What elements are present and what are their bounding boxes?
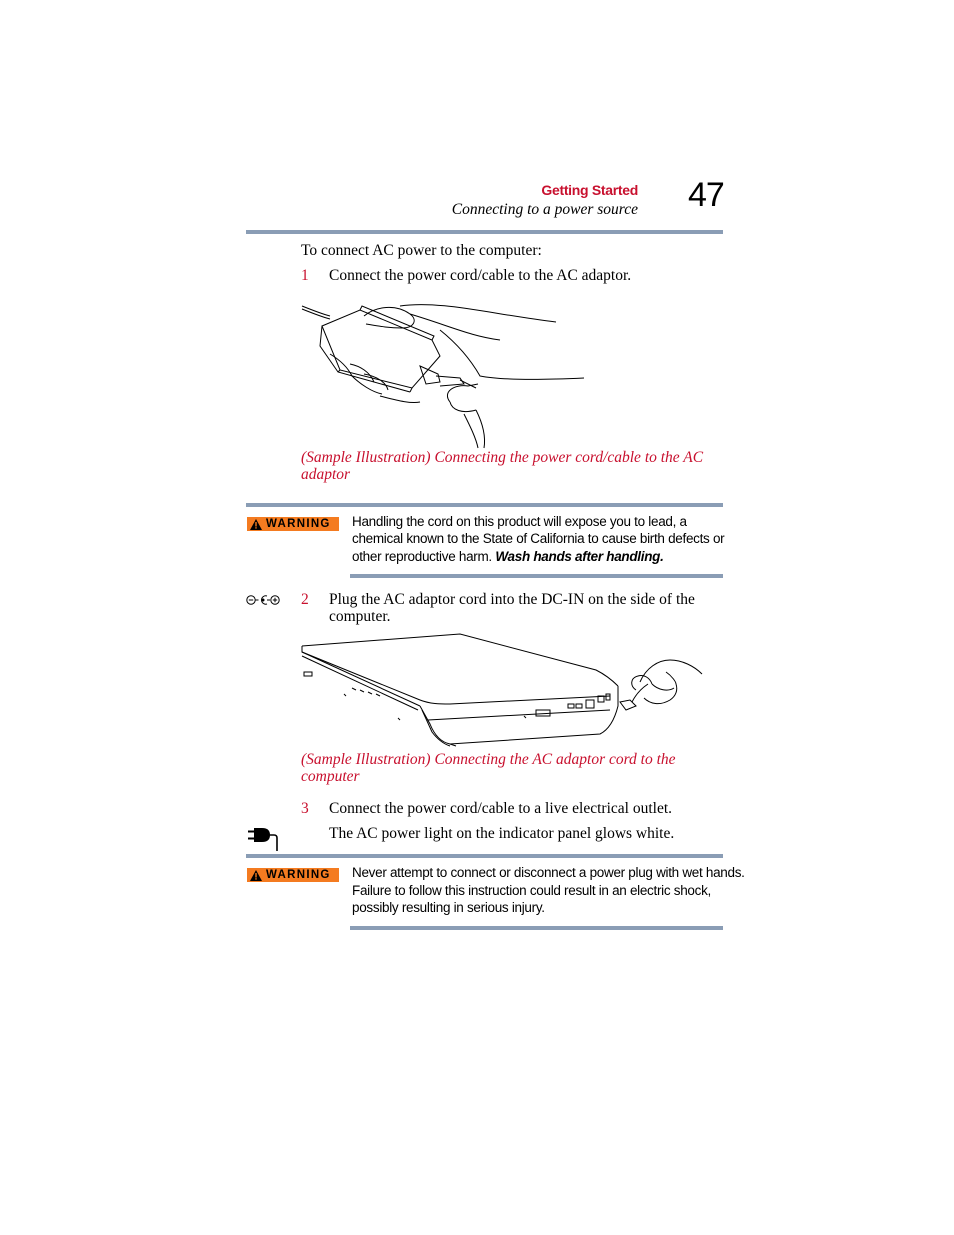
step-1-text: Connect the power cord/cable to the AC adaptor. [329,267,632,284]
warning-triangle-icon [250,519,262,530]
warning-2-bottom-rule [350,926,723,930]
step-2-text-line-1: Plug the AC adaptor cord into the DC-IN on the side of the [329,591,695,608]
warning-1-bottom-rule [350,574,723,578]
warning-1-emphasis: Wash hands after handling. [495,549,664,564]
warning-2-line-3: possibly resulting in serious injury. [352,900,545,915]
illustration-laptop-dc-in [300,634,704,748]
warning-1-top-rule [246,503,723,507]
step-3-number: 3 [301,800,309,817]
warning-triangle-icon [250,870,262,881]
warning-2-label: WARNING [266,869,331,881]
page-number: 47 [688,176,724,214]
illustration-ac-adaptor [300,296,590,452]
step-3-note: The AC power light on the indicator panel glows white. [329,825,675,842]
ac-power-plug-icon [248,827,280,851]
section-title: Getting Started [541,182,638,198]
step-2-number: 2 [301,591,309,608]
warning-1-line-2: chemical known to the State of California to cause birth defects or [352,531,725,546]
figure-2-caption-line-2: computer [301,768,360,785]
step-1-number: 1 [301,267,309,284]
warning-1-line-1: Handling the cord on this product will expose you to lead, a [352,514,687,529]
warning-2-line-2: Failure to follow this instruction could result in an electric shock, [352,883,711,898]
intro-text: To connect AC power to the computer: [301,242,542,259]
dc-in-polarity-icon [246,594,280,606]
header-rule [246,230,723,234]
step-2-text-line-2: computer. [329,608,391,625]
warning-1-line-3 [352,548,664,566]
figure-2-caption-line-1: (Sample Illustration) Connecting the AC adaptor cord to the [301,751,676,768]
warning-1-badge [247,517,339,531]
subsection-title: Connecting to a power source [451,201,638,218]
step-3-text: Connect the power cord/cable to a live electrical outlet. [329,800,673,817]
warning-2-badge [247,868,339,882]
warning-1-label: WARNING [266,518,331,530]
warning-1-line-3-plain: other reproductive harm. [352,549,492,564]
figure-1-caption-line-2: adaptor [301,466,351,483]
warning-2-line-1: Never attempt to connect or disconnect a power plug with wet hands. [352,865,745,880]
figure-1-caption-line-1: (Sample Illustration) Connecting the power cord/cable to the AC [301,449,704,466]
warning-2-top-rule [246,854,723,858]
